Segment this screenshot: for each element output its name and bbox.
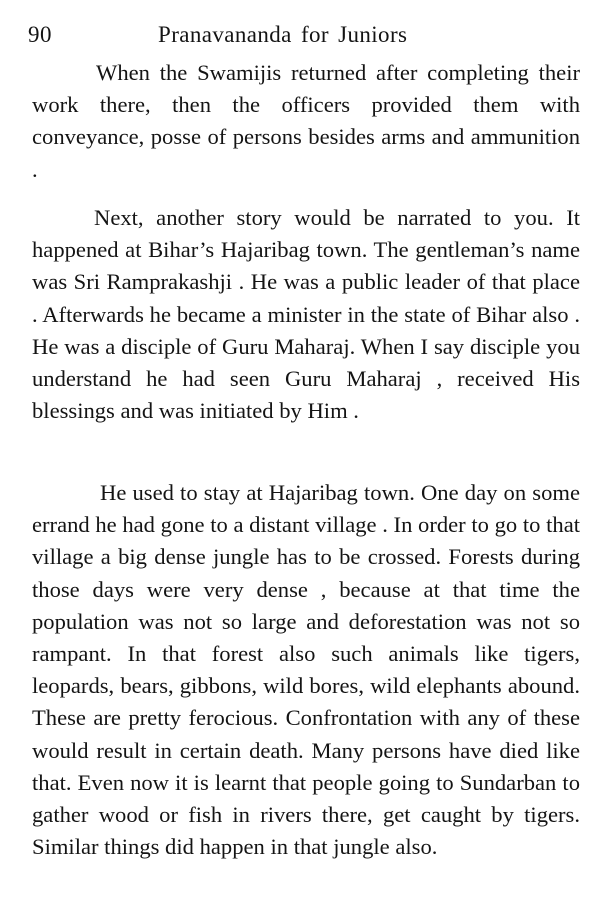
paragraph-3: He used to stay at Hajaribag town. One day on some errand he had gone to a distant village . In order to go to that village a big dense jungle has to be crossed. Forests during those days were very dense , because at that time the population was not so large and deforestation was not so rampant. In that forest also such animals like tigers, leopards, bears, gibbons, wild bores, wild elephants abound. These are pretty ferocious. Confrontation with any of these would result in certain death. Many persons have died like that. Even now it is learnt that people going to Sundarban to gather wood or fish in rivers there, get caught by tigers. Similar things did happen in that jungle also. (32, 480, 580, 860)
page-number: 90 (28, 22, 52, 47)
paragraph-2: Next, another story would be narrated to you. It happened at Bihar’s Hajaribag town. The gentleman’s name was Sri Ramprakashji . He was a public leader of that place . Afterwards he became a minister in the state of Bihar also . He was a disciple of Guru Maharaj. When I say disciple you understand he had seen Guru Maharaj , received His blessings and was initiated by Him . (32, 205, 580, 424)
running-title: Pranavananda for Juniors (158, 22, 408, 47)
paragraph-1: When the Swamijis returned after completing their work there, then the officers provided them with conveyance, posse of persons besides arms and ammunition . (32, 60, 580, 182)
